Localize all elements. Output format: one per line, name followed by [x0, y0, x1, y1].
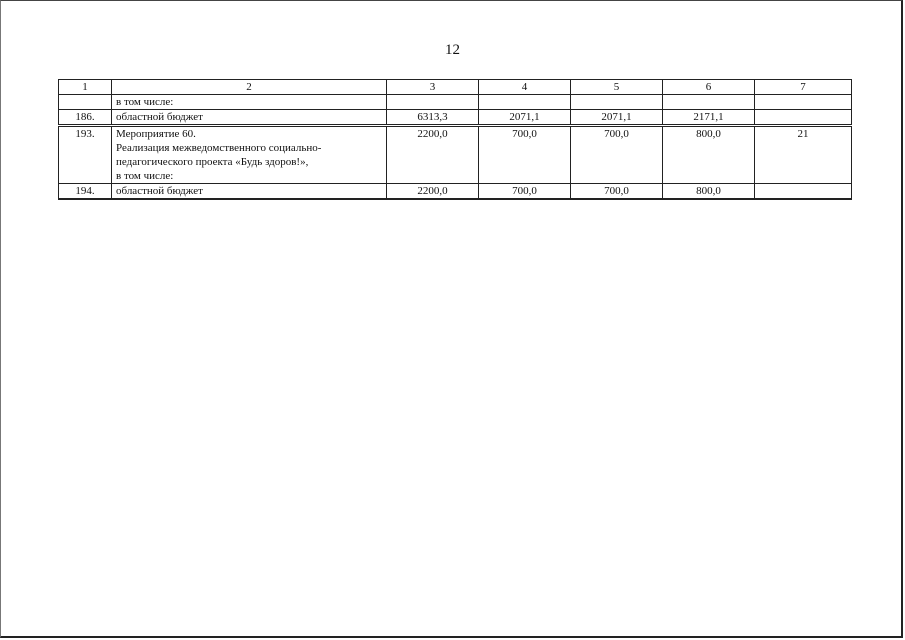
row-name-line: педагогического проекта «Будь здоров!»,: [116, 156, 309, 168]
row-name-line: Мероприятие 60.: [116, 128, 196, 140]
header-cell-7: 7: [755, 80, 852, 95]
row-name: [112, 110, 387, 126]
header-cell-3: 3: [387, 80, 479, 95]
budget-table: [58, 79, 852, 200]
table-row: [59, 95, 852, 110]
page-number: 12: [445, 42, 460, 58]
row-value-7: [755, 110, 852, 126]
row-value-4: 2071,1: [479, 110, 571, 126]
header-cell-5: 5: [571, 80, 663, 95]
row-name: [112, 126, 387, 184]
header-cell-6: 6: [663, 80, 755, 95]
table-row: [59, 110, 852, 126]
header-cell-4: 4: [479, 80, 571, 95]
row-value-3: 2200,0: [387, 184, 479, 200]
row-value-6: [663, 95, 755, 110]
row-value-6: 800,0: [663, 126, 755, 184]
row-value-6: 2171,1: [663, 110, 755, 126]
table-header-row: [59, 80, 852, 95]
row-number: 186.: [59, 110, 112, 126]
row-value-5: 2071,1: [571, 110, 663, 126]
row-value-3: [387, 95, 479, 110]
row-value-7: 21: [755, 126, 852, 184]
row-value-5: [571, 95, 663, 110]
row-value-4: [479, 95, 571, 110]
row-name-line: областной бюджет: [116, 111, 203, 123]
row-name-line: в том числе:: [116, 170, 174, 182]
table-row: [59, 184, 852, 200]
row-value-5: 700,0: [571, 184, 663, 200]
row-value-4: 700,0: [479, 184, 571, 200]
row-name-line: Реализация межведомственного социально-: [116, 142, 322, 154]
row-number: [59, 95, 112, 110]
row-value-6: 800,0: [663, 184, 755, 200]
row-value-3: 2200,0: [387, 126, 479, 184]
row-value-5: 700,0: [571, 126, 663, 184]
row-name-line: в том числе:: [116, 96, 174, 108]
header-cell-2: 2: [112, 80, 387, 95]
header-cell-1: 1: [59, 80, 112, 95]
row-name: [112, 95, 387, 110]
table-row: [59, 126, 852, 184]
row-value-7: [755, 95, 852, 110]
row-number: 194.: [59, 184, 112, 200]
row-number: 193.: [59, 126, 112, 184]
row-value-3: 6313,3: [387, 110, 479, 126]
row-value-4: 700,0: [479, 126, 571, 184]
row-value-7: [755, 184, 852, 200]
row-name: [112, 184, 387, 200]
row-name-line: областной бюджет: [116, 185, 203, 197]
